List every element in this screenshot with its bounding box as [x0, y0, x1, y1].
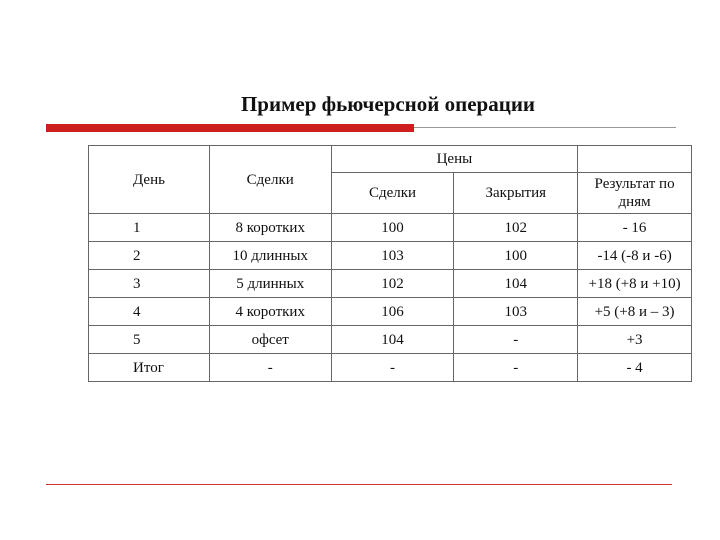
cell-price-close: - [454, 326, 578, 354]
header-price-deals: Сделки [331, 173, 454, 214]
cell-day: Итог [89, 354, 210, 382]
table-header-row-1 [89, 146, 692, 173]
cell-price-deal: 106 [331, 298, 454, 326]
cell-day: 5 [89, 326, 210, 354]
cell-price-deal: 102 [331, 270, 454, 298]
header-result: Результат по дням [578, 173, 692, 214]
cell-deals: 10 длинных [209, 242, 331, 270]
title-underline [46, 124, 676, 132]
cell-day: 4 [89, 298, 210, 326]
cell-deals: 8 коротких [209, 214, 331, 242]
cell-result: +3 [578, 326, 692, 354]
table-row [89, 214, 692, 242]
cell-price-deal: - [331, 354, 454, 382]
cell-deals: 4 коротких [209, 298, 331, 326]
table-row [89, 270, 692, 298]
slide-title: Пример фьючерсной операции [240, 92, 536, 116]
cell-price-close: - [454, 354, 578, 382]
cell-price-close: 104 [454, 270, 578, 298]
bottom-divider [46, 484, 672, 485]
cell-price-close: 103 [454, 298, 578, 326]
cell-deals: 5 длинных [209, 270, 331, 298]
cell-price-deal: 103 [331, 242, 454, 270]
cell-result: - 4 [578, 354, 692, 382]
cell-day: 3 [89, 270, 210, 298]
header-prices: Цены [331, 146, 578, 173]
table-row [89, 298, 692, 326]
cell-day: 2 [89, 242, 210, 270]
cell-result: - 16 [578, 214, 692, 242]
cell-deals: - [209, 354, 331, 382]
cell-result: +5 (+8 и – 3) [578, 298, 692, 326]
cell-price-close: 100 [454, 242, 578, 270]
title-underline-grey-line [414, 127, 676, 128]
cell-price-deal: 104 [331, 326, 454, 354]
header-price-close: Закрытия [454, 173, 578, 214]
cell-day: 1 [89, 214, 210, 242]
cell-price-deal: 100 [331, 214, 454, 242]
futures-table [88, 145, 692, 382]
title-underline-red-bar [46, 124, 414, 132]
cell-result: -14 (-8 и -6) [578, 242, 692, 270]
table-row [89, 326, 692, 354]
table-row [89, 242, 692, 270]
header-empty-cell [578, 146, 692, 173]
cell-deals: офсет [209, 326, 331, 354]
cell-result: +18 (+8 и +10) [578, 270, 692, 298]
header-deals: Сделки [209, 146, 331, 214]
cell-price-close: 102 [454, 214, 578, 242]
header-day: День [89, 146, 210, 214]
table-row [89, 354, 692, 382]
